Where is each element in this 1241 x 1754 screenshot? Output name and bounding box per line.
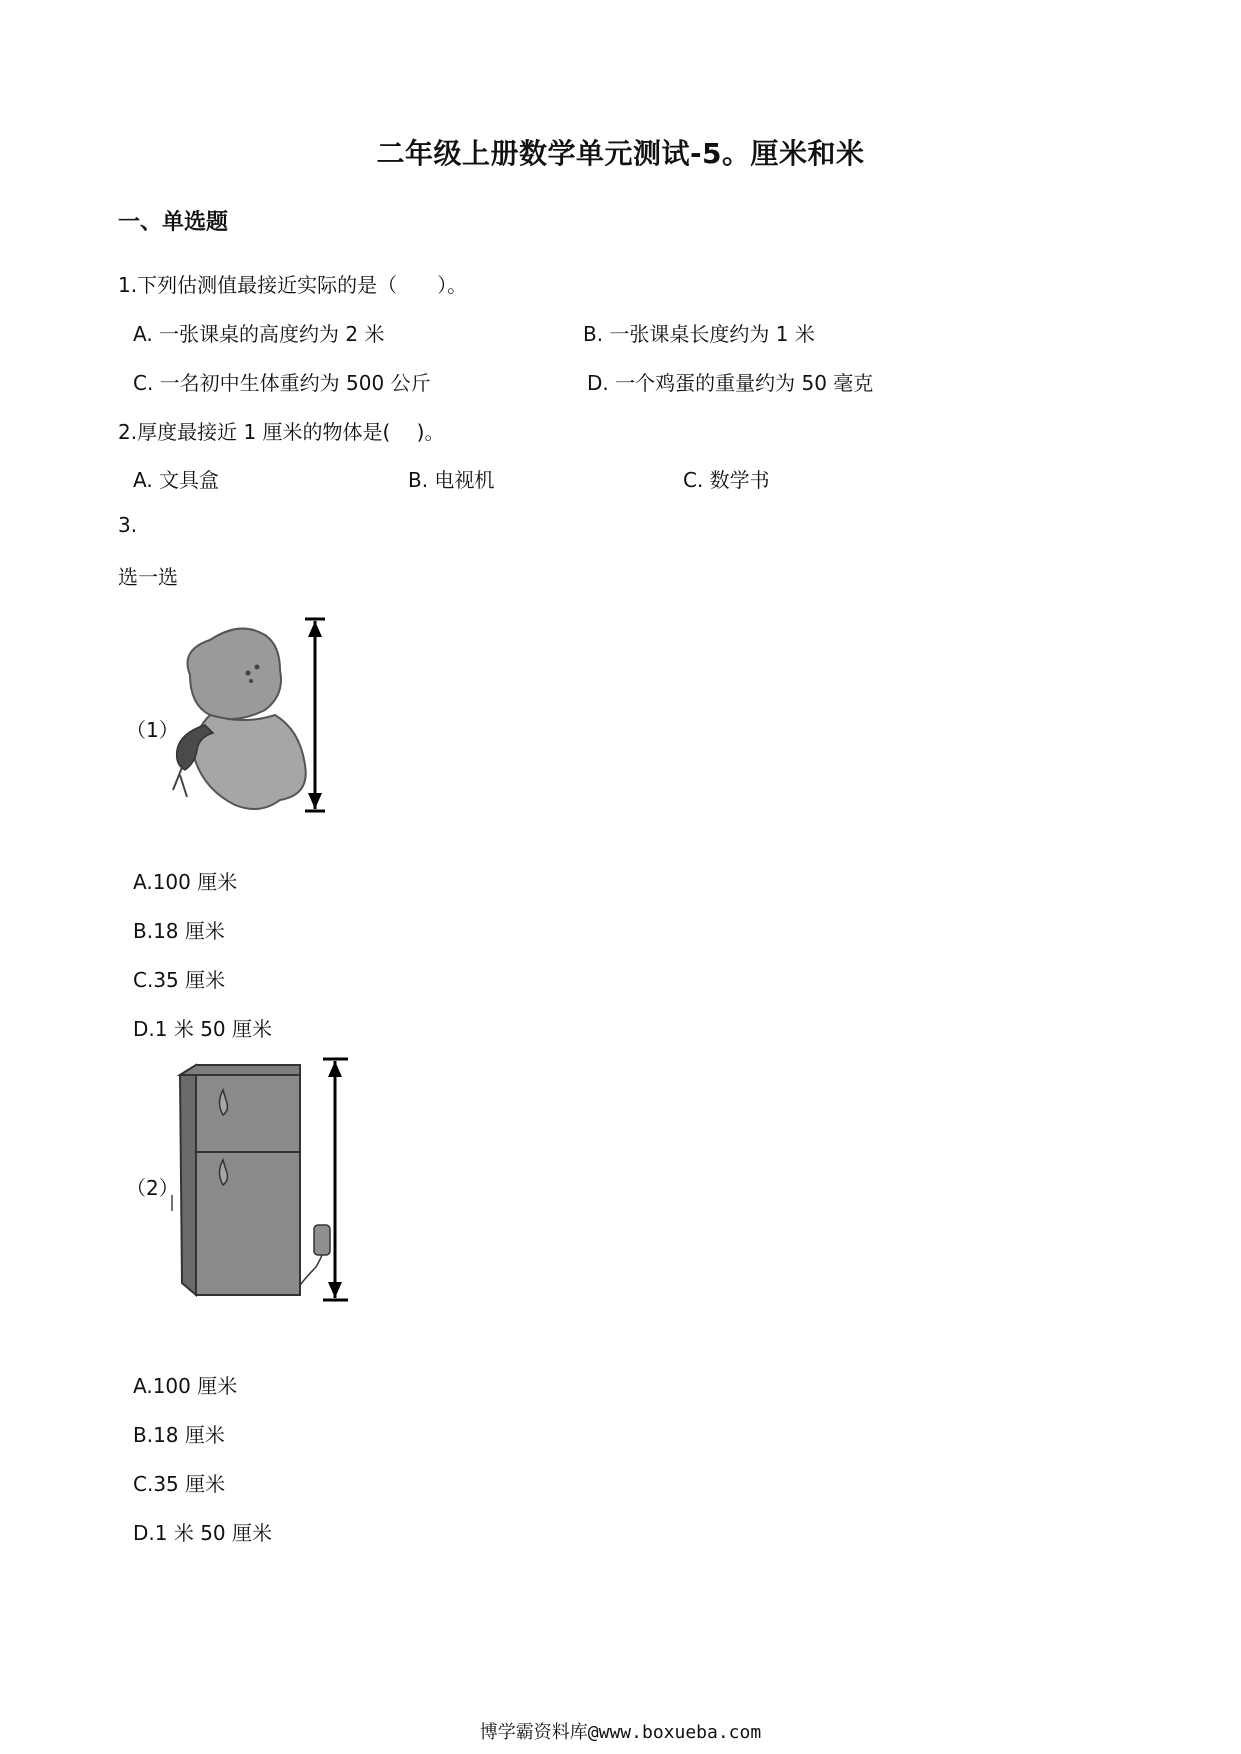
question-2-option-c: C. 数学书 <box>683 468 770 492</box>
teapot-figure <box>165 615 335 820</box>
question-3-part-1-option-c: C.35 厘米 <box>133 968 226 992</box>
question-3-part-2-option-c: C.35 厘米 <box>133 1472 226 1496</box>
question-1-option-a: A. 一张课桌的高度约为 2 米 <box>133 322 385 346</box>
question-2-option-b: B. 电视机 <box>408 468 495 492</box>
question-3-part-1-option-a: A.100 厘米 <box>133 870 238 894</box>
question-3-part-1-option-b: B.18 厘米 <box>133 919 225 943</box>
question-1-option-b: B. 一张课桌长度约为 1 米 <box>583 322 815 346</box>
page-footer: 博学霸资料库@www.boxueba.com <box>479 1722 762 1743</box>
question-1-option-d: D. 一个鸡蛋的重量约为 50 毫克 <box>587 371 874 395</box>
question-3-part-2-option-b: B.18 厘米 <box>133 1423 225 1447</box>
question-3-instruction: 选一选 <box>118 565 178 589</box>
question-3-part-2-label: （2） <box>126 1176 179 1200</box>
question-3-number: 3. <box>118 513 138 537</box>
refrigerator-figure <box>168 1055 358 1305</box>
question-2-option-a: A. 文具盒 <box>133 468 220 492</box>
question-3-part-1-option-d: D.1 米 50 厘米 <box>133 1017 273 1041</box>
section-heading: 一、单选题 <box>118 210 229 235</box>
question-2-stem: 2.厚度最接近 1 厘米的物体是( )。 <box>118 420 445 444</box>
question-3-part-2-option-a: A.100 厘米 <box>133 1374 238 1398</box>
question-1-stem: 1.下列估测值最接近实际的是（ ）。 <box>118 273 468 297</box>
page-title: 二年级上册数学单元测试-5。厘米和米 <box>376 137 865 170</box>
question-3-part-2-option-d: D.1 米 50 厘米 <box>133 1521 273 1545</box>
question-3-part-1-label: （1） <box>126 718 179 742</box>
question-1-option-c: C. 一名初中生体重约为 500 公斤 <box>133 371 431 395</box>
